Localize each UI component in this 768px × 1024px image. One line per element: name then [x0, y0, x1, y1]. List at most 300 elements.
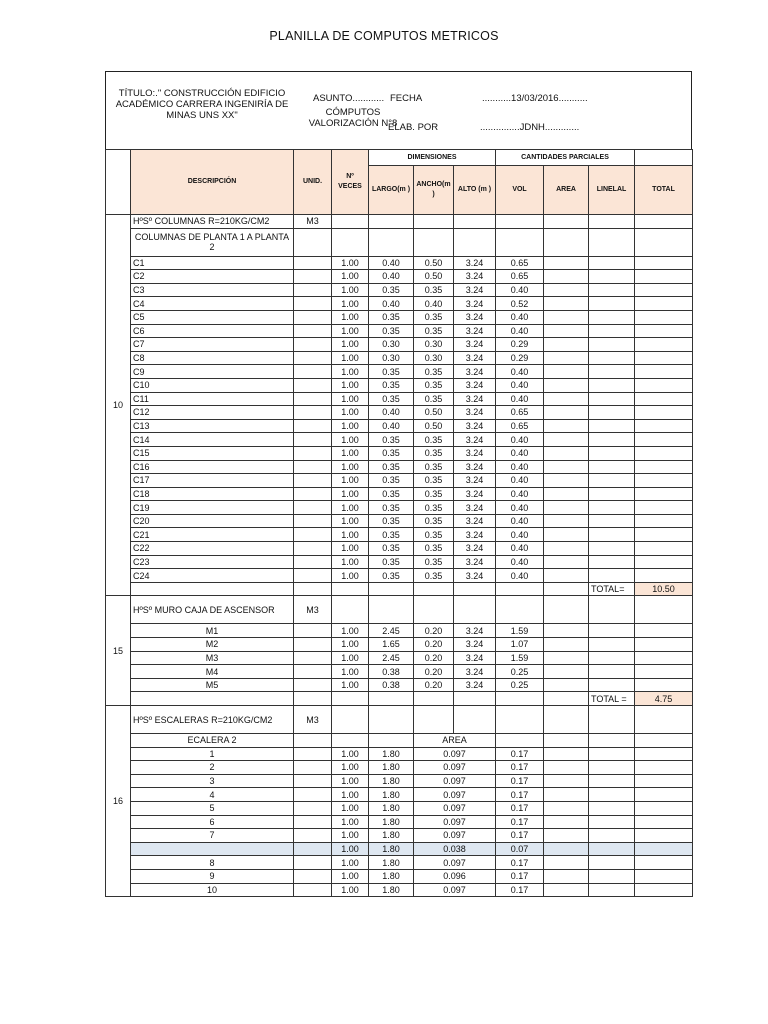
n-veces-value: 1.00 — [332, 310, 369, 324]
alto-value: 3.24 — [454, 297, 496, 311]
row-label: M5 — [131, 678, 294, 692]
table-row — [106, 487, 693, 501]
alto-value: 3.24 — [454, 446, 496, 460]
vol-value: 0.25 — [496, 678, 544, 692]
alto-value: 3.24 — [454, 678, 496, 692]
table-row — [106, 324, 693, 338]
table-row — [106, 446, 693, 460]
n-veces-value: 1.00 — [332, 542, 369, 556]
table-row — [106, 419, 693, 433]
largo-value: 2.45 — [369, 651, 414, 665]
vol-value: 0.17 — [496, 829, 544, 843]
table-row — [106, 460, 693, 474]
row-label: C15 — [131, 446, 294, 460]
largo-value: 1.80 — [369, 869, 414, 883]
ancho-value: 0.35 — [414, 474, 454, 488]
n-veces-value: 1.00 — [332, 788, 369, 802]
n-veces-value: 1.00 — [332, 256, 369, 270]
n-veces-value: 1.00 — [332, 774, 369, 788]
area-value: 0.097 — [414, 761, 496, 775]
area-value: 0.097 — [414, 829, 496, 843]
n-veces-value: 1.00 — [332, 378, 369, 392]
ancho-value: 0.35 — [414, 460, 454, 474]
table-row — [106, 270, 693, 284]
vol-value: 0.40 — [496, 528, 544, 542]
table-row — [106, 678, 693, 692]
table-row — [106, 665, 693, 679]
row-label: C4 — [131, 297, 294, 311]
alto-value: 3.24 — [454, 555, 496, 569]
largo-value: 1.80 — [369, 788, 414, 802]
alto-value: 3.24 — [454, 392, 496, 406]
n-veces-value: 1.00 — [332, 801, 369, 815]
area-value: 0.097 — [414, 883, 496, 897]
total-label: TOTAL = — [589, 692, 635, 706]
ancho-value: 0.35 — [414, 324, 454, 338]
table-row — [106, 283, 693, 297]
row-label: C14 — [131, 433, 294, 447]
largo-value: 0.35 — [369, 283, 414, 297]
table-row — [106, 801, 693, 815]
vol-value: 0.52 — [496, 297, 544, 311]
n-veces-value: 1.00 — [332, 829, 369, 843]
col-vol: VOL — [496, 166, 544, 215]
col-n-veces: Nº VECES — [332, 150, 369, 215]
col-descripcion: DESCRIPCIÓN — [131, 150, 294, 215]
alto-value: 3.24 — [454, 474, 496, 488]
alto-value: 3.24 — [454, 460, 496, 474]
row-label: C22 — [131, 542, 294, 556]
alto-value: 3.24 — [454, 351, 496, 365]
ancho-value: 0.50 — [414, 256, 454, 270]
col-alto: ALTO (m ) — [454, 166, 496, 215]
row-label: C16 — [131, 460, 294, 474]
row-label: 3 — [131, 774, 294, 788]
vol-value: 0.65 — [496, 270, 544, 284]
n-veces-value: 1.00 — [332, 351, 369, 365]
n-veces-value: 1.00 — [332, 815, 369, 829]
row-label: C11 — [131, 392, 294, 406]
ancho-value: 0.35 — [414, 283, 454, 297]
largo-value: 1.80 — [369, 856, 414, 870]
row-label: C3 — [131, 283, 294, 297]
ancho-value: 0.35 — [414, 514, 454, 528]
area-value: 0.097 — [414, 856, 496, 870]
vol-value: 0.17 — [496, 801, 544, 815]
alto-value: 3.24 — [454, 256, 496, 270]
table-row — [106, 596, 693, 624]
col-ancho: ANCHO(m ) — [414, 166, 454, 215]
vol-value: 0.40 — [496, 474, 544, 488]
vol-value: 0.17 — [496, 747, 544, 761]
largo-value: 1.80 — [369, 761, 414, 775]
row-label: C1 — [131, 256, 294, 270]
largo-value: 0.35 — [369, 324, 414, 338]
alto-value: 3.24 — [454, 651, 496, 665]
largo-value: 1.80 — [369, 747, 414, 761]
vol-value: 0.40 — [496, 555, 544, 569]
row-label: C24 — [131, 569, 294, 583]
table-row — [106, 829, 693, 843]
col-total: TOTAL — [635, 166, 693, 215]
fecha-label: FECHA — [390, 93, 423, 104]
largo-value: 0.40 — [369, 406, 414, 420]
computos-table — [105, 149, 693, 897]
row-label: M4 — [131, 665, 294, 679]
row-label: 2 — [131, 761, 294, 775]
ancho-value: 0.30 — [414, 351, 454, 365]
n-veces-value: 1.00 — [332, 651, 369, 665]
n-veces-value: 1.00 — [332, 338, 369, 352]
elab-label: ELAB. POR — [388, 122, 439, 133]
n-veces-value: 1.00 — [332, 270, 369, 284]
alto-value: 3.24 — [454, 433, 496, 447]
item-number: 15 — [106, 596, 131, 706]
row-label: M3 — [131, 651, 294, 665]
document-title: PLANILLA DE COMPUTOS METRICOS — [269, 29, 499, 43]
vol-value: 0.40 — [496, 460, 544, 474]
section-unit: M3 — [294, 215, 332, 229]
col-largo: LARGO(m ) — [369, 166, 414, 215]
n-veces-value: 1.00 — [332, 365, 369, 379]
row-label: C20 — [131, 514, 294, 528]
vol-value: 0.40 — [496, 487, 544, 501]
table-row — [106, 815, 693, 829]
computos-label: CÓMPUTOS VALORIZACIÓN N°8 — [308, 107, 398, 129]
largo-value: 1.65 — [369, 638, 414, 652]
area-value: 0.038 — [414, 842, 496, 856]
n-veces-value: 1.00 — [332, 514, 369, 528]
n-veces-value: 1.00 — [332, 297, 369, 311]
area-value: 0.097 — [414, 815, 496, 829]
largo-value: 0.35 — [369, 569, 414, 583]
vol-value: 0.17 — [496, 788, 544, 802]
table-row — [106, 215, 693, 229]
row-label — [131, 842, 294, 856]
largo-value: 0.40 — [369, 419, 414, 433]
vol-value: 0.40 — [496, 310, 544, 324]
row-label: 10 — [131, 883, 294, 897]
n-veces-value: 1.00 — [332, 460, 369, 474]
table-row — [106, 651, 693, 665]
vol-value: 0.40 — [496, 514, 544, 528]
largo-value: 0.40 — [369, 297, 414, 311]
ancho-value: 0.20 — [414, 651, 454, 665]
largo-value: 0.40 — [369, 256, 414, 270]
area-value: 0.097 — [414, 801, 496, 815]
largo-value: 0.35 — [369, 460, 414, 474]
largo-value: 1.80 — [369, 842, 414, 856]
ancho-value: 0.30 — [414, 338, 454, 352]
largo-value: 0.35 — [369, 365, 414, 379]
vol-value: 0.07 — [496, 842, 544, 856]
ancho-value: 0.35 — [414, 569, 454, 583]
table-row — [106, 883, 693, 897]
vol-value: 0.17 — [496, 774, 544, 788]
n-veces-value: 1.00 — [332, 433, 369, 447]
vol-value: 0.25 — [496, 665, 544, 679]
ancho-value: 0.35 — [414, 528, 454, 542]
largo-value: 0.35 — [369, 446, 414, 460]
n-veces-value: 1.00 — [332, 747, 369, 761]
ancho-value: 0.35 — [414, 365, 454, 379]
n-veces-value: 1.00 — [332, 487, 369, 501]
row-label: C12 — [131, 406, 294, 420]
vol-value: 0.17 — [496, 815, 544, 829]
vol-value: 0.65 — [496, 419, 544, 433]
asunto-label: ASUNTO............ — [313, 93, 385, 104]
table-row — [106, 528, 693, 542]
largo-value: 1.80 — [369, 829, 414, 843]
row-label: 7 — [131, 829, 294, 843]
n-veces-value: 1.00 — [332, 283, 369, 297]
vol-value: 0.40 — [496, 446, 544, 460]
vol-value: 0.40 — [496, 378, 544, 392]
ancho-value: 0.35 — [414, 542, 454, 556]
n-veces-value: 1.00 — [332, 501, 369, 515]
vol-value: 0.29 — [496, 351, 544, 365]
ancho-value: 0.40 — [414, 297, 454, 311]
section-title: HºSº MURO CAJA DE ASCENSOR — [131, 596, 294, 624]
largo-value: 0.35 — [369, 378, 414, 392]
ancho-value: 0.35 — [414, 555, 454, 569]
section-unit: M3 — [294, 596, 332, 624]
item-number: 10 — [106, 215, 131, 596]
vol-value: 0.40 — [496, 392, 544, 406]
alto-value: 3.24 — [454, 378, 496, 392]
table-row — [106, 788, 693, 802]
vol-value: 1.59 — [496, 651, 544, 665]
row-label: C13 — [131, 419, 294, 433]
project-title: TÍTULO:." CONSTRUCCIÓN EDIFICIO ACADÉMICO CARRERA INGENIRÍA DE MINAS UNS XX" — [115, 88, 289, 121]
n-veces-value: 1.00 — [332, 761, 369, 775]
ancho-value: 0.35 — [414, 501, 454, 515]
table-row — [106, 842, 693, 856]
largo-value: 0.38 — [369, 678, 414, 692]
table-row — [106, 624, 693, 638]
table-row — [106, 501, 693, 515]
largo-value: 1.80 — [369, 815, 414, 829]
col-unid: UNID. — [294, 150, 332, 215]
section-title: HºSº ESCALERAS R=210KG/CM2 — [131, 706, 294, 734]
vol-value: 0.17 — [496, 869, 544, 883]
largo-value: 1.80 — [369, 883, 414, 897]
n-veces-value: 1.00 — [332, 883, 369, 897]
vol-value: 0.40 — [496, 283, 544, 297]
ancho-value: 0.50 — [414, 270, 454, 284]
alto-value: 3.24 — [454, 665, 496, 679]
row-label: 1 — [131, 747, 294, 761]
largo-value: 1.80 — [369, 801, 414, 815]
table-row — [106, 747, 693, 761]
row-label: C18 — [131, 487, 294, 501]
header-box — [105, 71, 692, 150]
alto-value: 3.24 — [454, 487, 496, 501]
alto-value: 3.24 — [454, 419, 496, 433]
vol-value: 0.65 — [496, 406, 544, 420]
ancho-value: 0.20 — [414, 665, 454, 679]
table-row — [106, 869, 693, 883]
row-label: 4 — [131, 788, 294, 802]
alto-value: 3.24 — [454, 569, 496, 583]
table-row — [106, 569, 693, 583]
table-row — [106, 706, 693, 734]
row-label: C21 — [131, 528, 294, 542]
largo-value: 0.40 — [369, 270, 414, 284]
vol-value: 0.40 — [496, 542, 544, 556]
table-row — [106, 761, 693, 775]
ancho-value: 0.35 — [414, 487, 454, 501]
vol-value: 0.40 — [496, 569, 544, 583]
largo-value: 0.30 — [369, 338, 414, 352]
table-row — [106, 351, 693, 365]
alto-value: 3.24 — [454, 270, 496, 284]
vol-value: 0.29 — [496, 338, 544, 352]
row-label: C5 — [131, 310, 294, 324]
ancho-value: 0.35 — [414, 310, 454, 324]
area-value: 0.097 — [414, 788, 496, 802]
vol-value: 1.59 — [496, 624, 544, 638]
row-label: C19 — [131, 501, 294, 515]
alto-value: 3.24 — [454, 528, 496, 542]
alto-value: 3.24 — [454, 283, 496, 297]
col-linelal: LINELAL — [589, 166, 635, 215]
row-label: C17 — [131, 474, 294, 488]
total-value: 10.50 — [635, 582, 693, 596]
section-subtitle: ECALERA 2 — [131, 734, 294, 748]
n-veces-value: 1.00 — [332, 624, 369, 638]
table-row — [106, 582, 693, 596]
n-veces-value: 1.00 — [332, 856, 369, 870]
ancho-value: 0.50 — [414, 419, 454, 433]
area-value: 0.096 — [414, 869, 496, 883]
table-row — [106, 228, 693, 256]
n-veces-value: 1.00 — [332, 528, 369, 542]
n-veces-value: 1.00 — [332, 446, 369, 460]
largo-value: 0.35 — [369, 310, 414, 324]
ancho-value: 0.35 — [414, 433, 454, 447]
vol-value: 0.17 — [496, 883, 544, 897]
area-value: 0.097 — [414, 774, 496, 788]
alto-value: 3.24 — [454, 624, 496, 638]
alto-value: 3.24 — [454, 501, 496, 515]
ancho-value: 0.20 — [414, 638, 454, 652]
n-veces-value: 1.00 — [332, 474, 369, 488]
col-area: AREA — [544, 166, 589, 215]
vol-value: 0.40 — [496, 433, 544, 447]
vol-value: 0.17 — [496, 761, 544, 775]
area-value: 0.097 — [414, 747, 496, 761]
row-label: C8 — [131, 351, 294, 365]
alto-value: 3.24 — [454, 514, 496, 528]
ancho-value: 0.35 — [414, 392, 454, 406]
ancho-value: 0.20 — [414, 678, 454, 692]
table-row — [106, 514, 693, 528]
largo-value: 0.35 — [369, 555, 414, 569]
row-label: 6 — [131, 815, 294, 829]
row-label: C7 — [131, 338, 294, 352]
table-row — [106, 774, 693, 788]
alto-value: 3.24 — [454, 542, 496, 556]
table-row — [106, 297, 693, 311]
alto-value: 3.24 — [454, 365, 496, 379]
largo-value: 0.35 — [369, 433, 414, 447]
n-veces-value: 1.00 — [332, 842, 369, 856]
table-row — [106, 638, 693, 652]
table-row — [106, 392, 693, 406]
largo-value: 0.35 — [369, 528, 414, 542]
table-row — [106, 856, 693, 870]
n-veces-value: 1.00 — [332, 638, 369, 652]
vol-value: 0.17 — [496, 856, 544, 870]
n-veces-value: 1.00 — [332, 406, 369, 420]
section-unit: M3 — [294, 706, 332, 734]
section-title: HºSº COLUMNAS R=210KG/CM2 — [131, 215, 294, 229]
largo-value: 0.38 — [369, 665, 414, 679]
n-veces-value: 1.00 — [332, 678, 369, 692]
section-subtitle: COLUMNAS DE PLANTA 1 A PLANTA 2 — [131, 228, 294, 256]
largo-value: 0.35 — [369, 501, 414, 515]
table-row — [106, 378, 693, 392]
largo-value: 0.35 — [369, 542, 414, 556]
largo-value: 0.35 — [369, 487, 414, 501]
alto-value: 3.24 — [454, 338, 496, 352]
row-label: C10 — [131, 378, 294, 392]
largo-value: 0.30 — [369, 351, 414, 365]
table-row — [106, 433, 693, 447]
vol-value: 0.40 — [496, 365, 544, 379]
row-label: 9 — [131, 869, 294, 883]
table-row — [106, 734, 693, 748]
n-veces-value: 1.00 — [332, 665, 369, 679]
elab-value: ...............JDNH............. — [480, 122, 580, 133]
table-row — [106, 542, 693, 556]
item-number: 16 — [106, 706, 131, 897]
row-label: 5 — [131, 801, 294, 815]
largo-value: 2.45 — [369, 624, 414, 638]
ancho-value: 0.20 — [414, 624, 454, 638]
alto-value: 3.24 — [454, 638, 496, 652]
table-row — [106, 555, 693, 569]
table-row — [106, 406, 693, 420]
row-label: C9 — [131, 365, 294, 379]
ancho-value: 0.35 — [414, 446, 454, 460]
vol-value: 0.40 — [496, 324, 544, 338]
total-value: 4.75 — [635, 692, 693, 706]
table-row — [106, 474, 693, 488]
vol-value: 0.65 — [496, 256, 544, 270]
table-row — [106, 310, 693, 324]
n-veces-value: 1.00 — [332, 869, 369, 883]
area-label: AREA — [414, 734, 496, 748]
alto-value: 3.24 — [454, 406, 496, 420]
n-veces-value: 1.00 — [332, 324, 369, 338]
row-label: M1 — [131, 624, 294, 638]
row-label: C2 — [131, 270, 294, 284]
n-veces-value: 1.00 — [332, 419, 369, 433]
col-cantidades: CANTIDADES PARCIALES — [496, 150, 635, 166]
largo-value: 0.35 — [369, 392, 414, 406]
vol-value: 1.07 — [496, 638, 544, 652]
alto-value: 3.24 — [454, 310, 496, 324]
alto-value: 3.24 — [454, 324, 496, 338]
vol-value: 0.40 — [496, 501, 544, 515]
n-veces-value: 1.00 — [332, 569, 369, 583]
table-row — [106, 338, 693, 352]
table-row — [106, 256, 693, 270]
n-veces-value: 1.00 — [332, 555, 369, 569]
row-label: C6 — [131, 324, 294, 338]
